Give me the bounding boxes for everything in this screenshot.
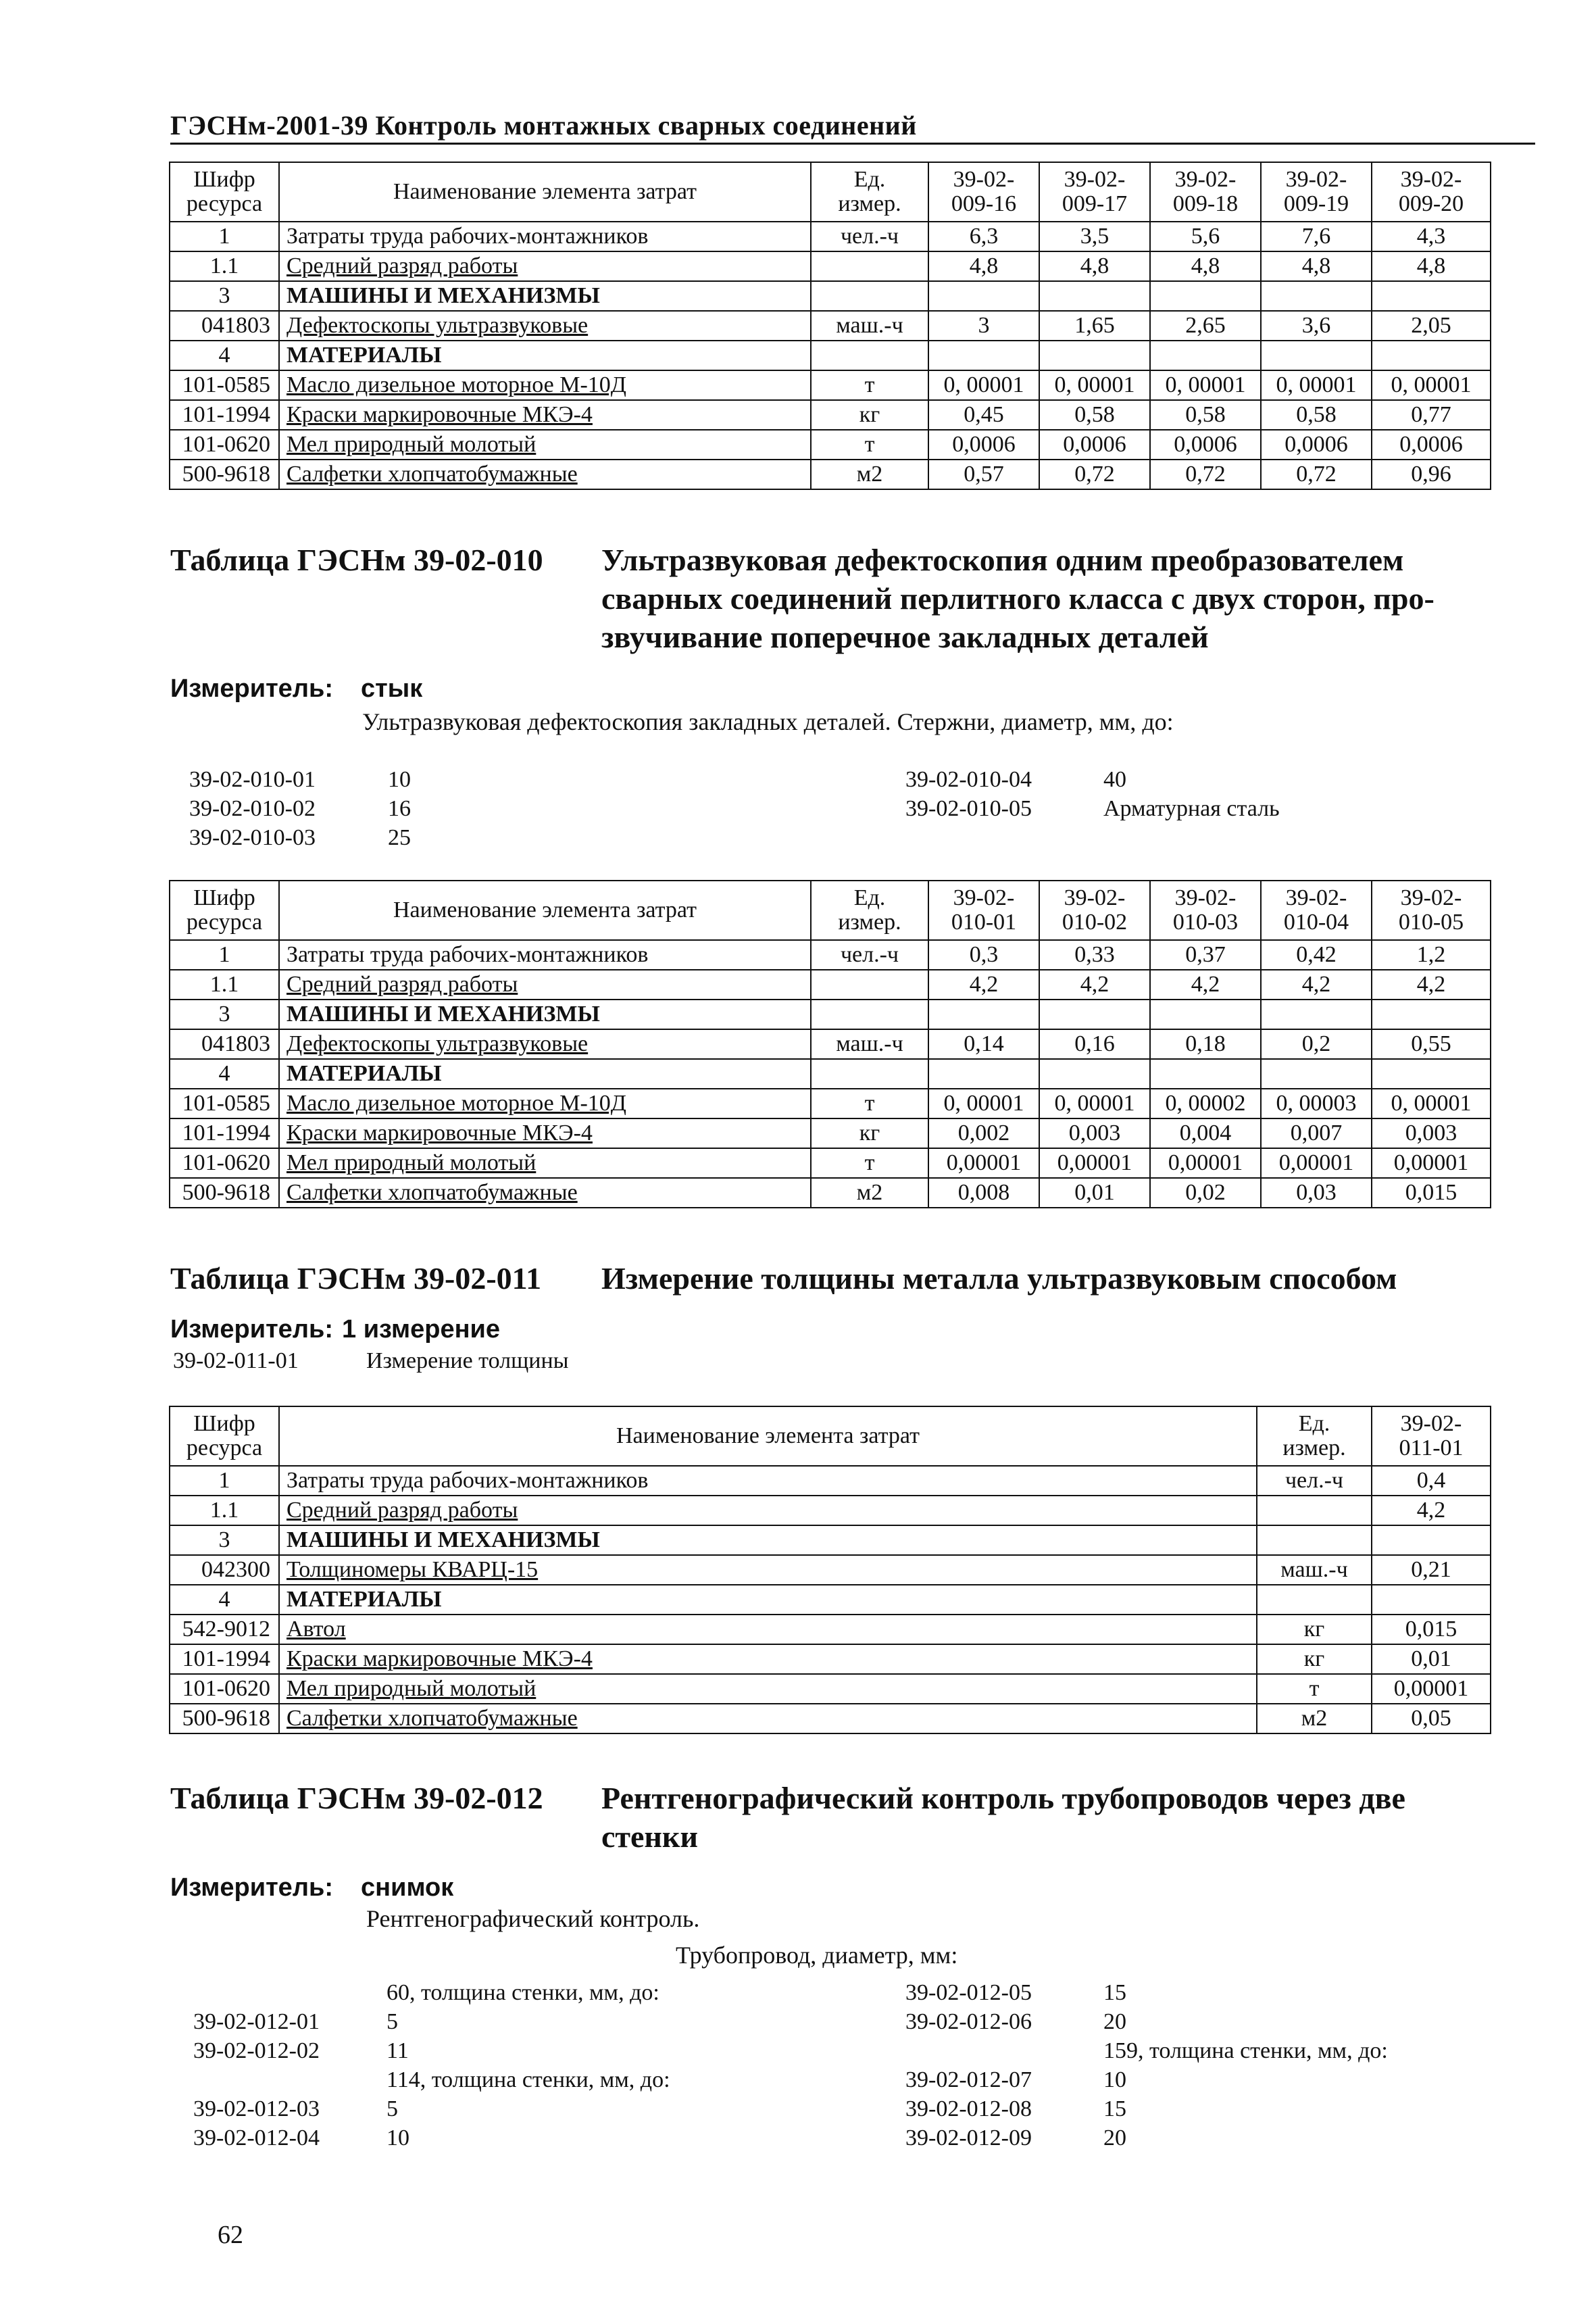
norm-value-cell: 2,05 [1372,311,1491,341]
code-item: 39-02-012-07 [905,2067,1032,2092]
norm-value-cell [1039,281,1150,311]
norm-value-cell: 0,72 [1261,460,1372,489]
header-name: Наименование элемента затрат [279,1406,1257,1466]
section-012-title [170,1779,1535,1860]
norm-value-cell: 0, 00001 [1150,370,1261,400]
code-value: Измерение толщины [366,1348,569,1373]
cost-item-name-cell: Масло дизельное моторное М-10Д [279,370,811,400]
table-row [170,940,1491,970]
unit-cell [811,341,928,370]
header-col: 39-02- 009-19 [1261,162,1372,222]
resource-code-cell: 1 [170,940,279,970]
cost-item-name-cell: МАШИНЫ И МЕХАНИЗМЫ [279,1525,1257,1555]
norm-value-cell [928,341,1039,370]
norm-value-cell: 0,58 [1039,400,1150,430]
unit-cell: м2 [811,460,928,489]
unit-cell [811,281,928,311]
resource-code-cell: 1.1 [170,1496,279,1525]
unit-cell [1257,1525,1372,1555]
norm-table-009 [169,162,1491,490]
cost-item-name-cell: Средний разряд работы [279,251,811,281]
cost-item-name-cell: Затраты труда рабочих-монтажников [279,940,811,970]
norm-value-cell: 1,65 [1039,311,1150,341]
norm-value-cell: 0,03 [1261,1178,1372,1208]
table-header-row [170,1406,1491,1466]
norm-value-cell: 0,01 [1372,1644,1491,1674]
unit-cell: т [811,1089,928,1118]
unit-cell: т [811,430,928,460]
resource-code-cell: 042300 [170,1555,279,1585]
unit-cell: м2 [811,1178,928,1208]
norm-value-cell: 4,2 [1372,1496,1491,1525]
code-value: Арматурная сталь [1103,796,1280,821]
table-label: Таблица ГЭСНм 39-02-010 [170,543,543,577]
code-item: 39-02-012-06 [905,2009,1032,2034]
table-row [170,1555,1491,1585]
running-title: ГЭСНм-2001-39 Контроль монтажных сварных соединений [170,110,917,141]
norm-value-cell: 4,3 [1372,222,1491,251]
table-header-row [170,162,1491,222]
unit-cell [811,1000,928,1029]
resource-code-cell: 041803 [170,311,279,341]
table-label: Таблица ГЭСНм 39-02-011 [170,1261,542,1296]
code-item: 39-02-012-02 [193,2038,320,2063]
code-value: 15 [1103,2096,1126,2121]
table-row [170,311,1491,341]
norm-value-cell [1261,1000,1372,1029]
resource-code-cell: 1.1 [170,251,279,281]
norm-value-cell [1372,341,1491,370]
resource-code-cell: 500-9618 [170,460,279,489]
header-unit: Ед. измер. [1257,1406,1372,1466]
unit-cell: м2 [1257,1704,1372,1733]
table-row [170,1674,1491,1704]
norm-value-cell: 0,77 [1372,400,1491,430]
cost-item-name-cell: МАТЕРИАЛЫ [279,341,811,370]
code-value: 40 [1103,767,1126,792]
norm-value-cell: 0,57 [928,460,1039,489]
code-value: 10 [1103,2067,1126,2092]
cost-item-name-cell: Салфетки хлопчатобумажные [279,1178,811,1208]
norm-value-cell: 4,8 [1261,251,1372,281]
unit-cell: чел.-ч [811,222,928,251]
unit-cell: т [811,370,928,400]
table-row [170,1059,1491,1089]
measure-012 [170,1873,454,1902]
table-row [170,1148,1491,1178]
header-col: 39-02- 009-20 [1372,162,1491,222]
resource-code-cell: 4 [170,1585,279,1615]
norm-value-cell: 7,6 [1261,222,1372,251]
code-item: 39-02-010-04 [905,767,1032,792]
header-unit: Ед. измер. [811,881,928,940]
measure-010 [170,674,423,704]
title-line: сварных соединений перлитного класса с двух сторон, про- [601,581,1435,616]
unit-cell: кг [1257,1644,1372,1674]
cost-item-name-cell: Краски маркировочные МКЭ-4 [279,400,811,430]
measure-label: Измеритель: [170,1873,333,1902]
norm-value-cell [1150,341,1261,370]
norm-value-cell: 0,16 [1039,1029,1150,1059]
norm-value-cell: 0, 00001 [1372,1089,1491,1118]
unit-cell: кг [811,1118,928,1148]
norm-value-cell: 0, 00002 [1150,1089,1261,1118]
norm-value-cell: 0,00001 [1261,1148,1372,1178]
code-value: 16 [388,796,411,821]
norm-value-cell: 0,007 [1261,1118,1372,1148]
norm-value-cell: 0,05 [1372,1704,1491,1733]
norm-value-cell: 3,6 [1261,311,1372,341]
header-col: 39-02- 010-03 [1150,881,1261,940]
norm-value-cell: 0, 00001 [928,1089,1039,1118]
norm-value-cell: 0,00001 [1150,1148,1261,1178]
cost-item-name-cell: МАШИНЫ И МЕХАНИЗМЫ [279,1000,811,1029]
unit-cell [1257,1585,1372,1615]
table-row [170,1178,1491,1208]
table-row [170,1496,1491,1525]
title-line: Измерение толщины металла ультразвуковым способом [601,1261,1397,1296]
group-heading: 114, толщина стенки, мм, до: [386,2067,670,2092]
norm-value-cell: 4,2 [1039,970,1150,1000]
code-value: 20 [1103,2009,1126,2034]
header-code: Шифр ресурса [170,1406,279,1466]
norm-value-cell [1150,1000,1261,1029]
norm-value-cell [1372,1059,1491,1089]
cost-item-name-cell: МАТЕРИАЛЫ [279,1585,1257,1615]
code-value: 5 [386,2009,398,2034]
norm-value-cell: 4,2 [928,970,1039,1000]
header-name: Наименование элемента затрат [279,881,811,940]
norm-value-cell [928,1000,1039,1029]
norm-value-cell: 0,0006 [1150,430,1261,460]
norm-value-cell [1150,1059,1261,1089]
table-row [170,1089,1491,1118]
unit-cell: маш.-ч [1257,1555,1372,1585]
code-item: 39-02-012-01 [193,2009,320,2034]
norm-value-cell: 0,01 [1039,1178,1150,1208]
norm-value-cell [1039,1059,1150,1089]
resource-code-cell: 542-9012 [170,1615,279,1644]
cost-item-name-cell: Автол [279,1615,1257,1644]
norm-value-cell: 4,2 [1150,970,1261,1000]
cost-item-name-cell: Средний разряд работы [279,970,811,1000]
norm-value-cell [928,1059,1039,1089]
norm-value-cell: 0,58 [1261,400,1372,430]
table-row [170,460,1491,489]
table-row [170,222,1491,251]
resource-code-cell: 3 [170,1000,279,1029]
norm-value-cell [1372,1525,1491,1555]
code-value: 5 [386,2096,398,2121]
norm-value-cell: 0,33 [1039,940,1150,970]
table-row [170,281,1491,311]
resource-code-cell: 101-0585 [170,370,279,400]
table-header-row [170,881,1491,940]
title-line: стенки [601,1819,698,1854]
section-010-title [170,541,1535,662]
norm-value-cell: 6,3 [928,222,1039,251]
code-item: 39-02-010-01 [189,767,316,792]
title-line: Ультразвуковая дефектоскопия одним преобразователем [601,543,1404,577]
header-code: Шифр ресурса [170,881,279,940]
cost-item-name-cell: Мел природный молотый [279,1148,811,1178]
table-row [170,970,1491,1000]
header-col: 39-02- 010-04 [1261,881,1372,940]
norm-value-cell: 0,42 [1261,940,1372,970]
norm-value-cell: 0,0006 [1261,430,1372,460]
page-number: 62 [218,2221,243,2249]
norm-value-cell: 0,72 [1039,460,1150,489]
unit-cell: чел.-ч [1257,1466,1372,1496]
unit-cell: т [811,1148,928,1178]
unit-cell [811,251,928,281]
resource-code-cell: 101-1994 [170,1644,279,1674]
resource-code-cell: 101-1994 [170,1118,279,1148]
norm-value-cell: 0,4 [1372,1466,1491,1496]
table-row [170,1585,1491,1615]
resource-code-cell: 3 [170,281,279,311]
measure-label: Измеритель: [170,1315,333,1344]
norm-value-cell: 0,015 [1372,1178,1491,1208]
norm-value-cell: 0,3 [928,940,1039,970]
code-item: 39-02-010-03 [189,825,316,850]
table-row [170,1525,1491,1555]
table-row [170,1644,1491,1674]
measure-value: стык [361,674,423,703]
norm-table-011 [169,1406,1491,1734]
unit-cell: маш.-ч [811,1029,928,1059]
resource-code-cell: 1 [170,222,279,251]
code-value: 11 [386,2038,409,2063]
header-col: 39-02- 009-16 [928,162,1039,222]
section-012-subheading: Трубопровод, диаметр, мм: [676,1942,958,1969]
resource-code-cell: 500-9618 [170,1704,279,1733]
code-item: 39-02-011-01 [173,1348,299,1373]
measure-011 [170,1315,501,1344]
norm-value-cell: 0,0006 [928,430,1039,460]
table-row [170,400,1491,430]
norm-value-cell: 3,5 [1039,222,1150,251]
cost-item-name-cell: Дефектоскопы ультразвуковые [279,1029,811,1059]
cost-item-name-cell: Краски маркировочные МКЭ-4 [279,1644,1257,1674]
norm-value-cell [1261,341,1372,370]
norm-value-cell: 4,8 [928,251,1039,281]
norm-value-cell: 0,55 [1372,1029,1491,1059]
norm-value-cell: 0,00001 [1039,1148,1150,1178]
resource-code-cell: 101-0620 [170,430,279,460]
resource-code-cell: 101-0620 [170,1674,279,1704]
norm-value-cell: 0,37 [1150,940,1261,970]
norm-value-cell: 3 [928,311,1039,341]
norm-value-cell [1039,1000,1150,1029]
norm-value-cell: 0,004 [1150,1118,1261,1148]
norm-value-cell: 0, 00003 [1261,1089,1372,1118]
title-line: звучивание поперечное закладных деталей [601,620,1209,654]
resource-code-cell: 500-9618 [170,1178,279,1208]
norm-value-cell: 0,00001 [1372,1148,1491,1178]
cost-item-name-cell: Мел природный молотый [279,430,811,460]
group-heading: 60, толщина стенки, мм, до: [386,1980,659,2005]
norm-value-cell: 0,45 [928,400,1039,430]
code-item: 39-02-010-05 [905,796,1032,821]
header-col: 39-02- 011-01 [1372,1406,1491,1466]
resource-code-cell: 101-0620 [170,1148,279,1178]
cost-item-name-cell: Мел природный молотый [279,1674,1257,1704]
norm-value-cell [1372,281,1491,311]
cost-item-name-cell: Краски маркировочные МКЭ-4 [279,1118,811,1148]
table-row [170,1000,1491,1029]
section-012-description: Рентгенографический контроль. [366,1905,700,1932]
code-value: 25 [388,825,411,850]
code-value: 15 [1103,1980,1126,2005]
code-value: 10 [388,767,411,792]
group-heading: 159, толщина стенки, мм, до: [1103,2038,1388,2063]
norm-value-cell: 0,003 [1039,1118,1150,1148]
unit-cell [811,970,928,1000]
table-label: Таблица ГЭСНм 39-02-012 [170,1781,543,1815]
norm-value-cell: 0,72 [1150,460,1261,489]
unit-cell: чел.-ч [811,940,928,970]
cost-item-name-cell: Салфетки хлопчатобумажные [279,1704,1257,1733]
resource-code-cell: 4 [170,341,279,370]
table-row [170,430,1491,460]
norm-value-cell [1261,281,1372,311]
norm-value-cell: 0,18 [1150,1029,1261,1059]
code-value: 10 [386,2125,409,2150]
unit-cell: кг [1257,1615,1372,1644]
resource-code-cell: 1.1 [170,970,279,1000]
norm-value-cell: 5,6 [1150,222,1261,251]
code-item: 39-02-012-05 [905,1980,1032,2005]
norm-value-cell: 0,02 [1150,1178,1261,1208]
section-010-description: Ультразвуковая дефектоскопия закладных деталей. Стержни, диаметр, мм, до: [362,708,1174,735]
unit-cell: маш.-ч [811,311,928,341]
header-col: 39-02- 010-01 [928,881,1039,940]
measure-value: 1 измерение [342,1315,501,1344]
norm-value-cell: 0,0006 [1372,430,1491,460]
code-item: 39-02-012-08 [905,2096,1032,2121]
code-item: 39-02-012-09 [905,2125,1032,2150]
norm-value-cell [1039,341,1150,370]
norm-value-cell: 4,2 [1372,970,1491,1000]
unit-cell [811,1059,928,1089]
norm-value-cell: 4,2 [1261,970,1372,1000]
norm-value-cell: 0,58 [1150,400,1261,430]
unit-cell: кг [811,400,928,430]
cost-item-name-cell: Салфетки хлопчатобумажные [279,460,811,489]
norm-value-cell: 0,003 [1372,1118,1491,1148]
norm-value-cell: 0,00001 [1372,1674,1491,1704]
resource-code-cell: 1 [170,1466,279,1496]
measure-value: снимок [361,1873,454,1902]
table-row [170,1615,1491,1644]
norm-value-cell: 0,002 [928,1118,1039,1148]
resource-code-cell: 101-1994 [170,400,279,430]
table-row [170,251,1491,281]
section-011-title [170,1259,1535,1300]
cost-item-name-cell: МАШИНЫ И МЕХАНИЗМЫ [279,281,811,311]
norm-value-cell: 0,00001 [928,1148,1039,1178]
cost-item-name-cell: Дефектоскопы ультразвуковые [279,311,811,341]
table-row [170,1029,1491,1059]
norm-value-cell: 4,8 [1150,251,1261,281]
norm-value-cell: 0,015 [1372,1615,1491,1644]
norm-value-cell: 0, 00001 [1039,370,1150,400]
code-item: 39-02-012-04 [193,2125,320,2150]
norm-value-cell: 0,14 [928,1029,1039,1059]
table-row [170,370,1491,400]
norm-value-cell: 2,65 [1150,311,1261,341]
header-col: 39-02- 009-18 [1150,162,1261,222]
norm-value-cell: 0, 00001 [1372,370,1491,400]
cost-item-name-cell: Затраты труда рабочих-монтажников [279,1466,1257,1496]
code-item: 39-02-012-03 [193,2096,320,2121]
norm-value-cell: 0, 00001 [928,370,1039,400]
header-unit: Ед. измер. [811,162,928,222]
measure-label: Измеритель: [170,674,333,703]
header-col: 39-02- 010-02 [1039,881,1150,940]
unit-cell [1257,1496,1372,1525]
norm-value-cell: 4,8 [1039,251,1150,281]
header-rule [170,143,1535,145]
header-col: 39-02- 009-17 [1039,162,1150,222]
resource-code-cell: 4 [170,1059,279,1089]
cost-item-name-cell: Затраты труда рабочих-монтажников [279,222,811,251]
norm-value-cell: 0, 00001 [1261,370,1372,400]
cost-item-name-cell: Масло дизельное моторное М-10Д [279,1089,811,1118]
resource-code-cell: 101-0585 [170,1089,279,1118]
table-row [170,1704,1491,1733]
header-col: 39-02- 010-05 [1372,881,1491,940]
norm-value-cell [928,281,1039,311]
resource-code-cell: 041803 [170,1029,279,1059]
norm-value-cell: 0,96 [1372,460,1491,489]
header-code: Шифр ресурса [170,162,279,222]
table-row [170,1466,1491,1496]
norm-value-cell: 0,21 [1372,1555,1491,1585]
norm-value-cell: 0, 00001 [1039,1089,1150,1118]
norm-value-cell: 0,2 [1261,1029,1372,1059]
code-item: 39-02-010-02 [189,796,316,821]
norm-value-cell [1372,1000,1491,1029]
table-row [170,341,1491,370]
norm-value-cell [1150,281,1261,311]
norm-table-010 [169,880,1491,1208]
norm-value-cell: 1,2 [1372,940,1491,970]
code-value: 20 [1103,2125,1126,2150]
norm-value-cell: 0,008 [928,1178,1039,1208]
table-row [170,1118,1491,1148]
header-name: Наименование элемента затрат [279,162,811,222]
norm-value-cell: 4,8 [1372,251,1491,281]
norm-value-cell: 0,0006 [1039,430,1150,460]
norm-value-cell [1261,1059,1372,1089]
norm-value-cell [1372,1585,1491,1615]
cost-item-name-cell: МАТЕРИАЛЫ [279,1059,811,1089]
title-line: Рентгенографический контроль трубопроводов через две [601,1781,1405,1815]
cost-item-name-cell: Средний разряд работы [279,1496,1257,1525]
resource-code-cell: 3 [170,1525,279,1555]
cost-item-name-cell: Толщиномеры КВАРЦ-15 [279,1555,1257,1585]
unit-cell: т [1257,1674,1372,1704]
